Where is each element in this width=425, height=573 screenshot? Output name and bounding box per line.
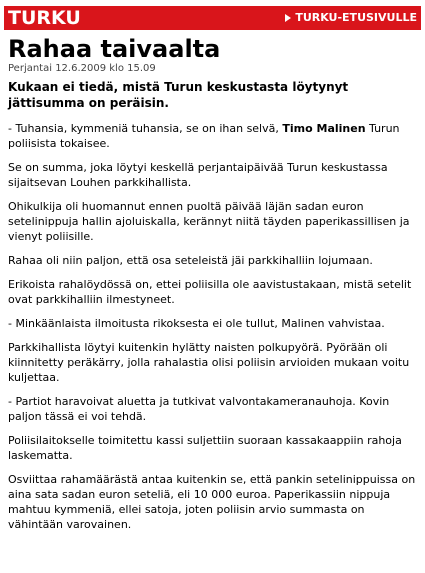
article-paragraph-5: Erikoista rahalöydössä on, ettei poliisilla ole aavistustakaan, mistä setelit ovat parkkihalliin ilmestyneet. <box>8 278 412 306</box>
front-page-link[interactable] <box>285 11 417 25</box>
quote-text-start: - Tuhansia, kymmeniä tuhansia, se on ihan selvä, <box>8 122 283 135</box>
person-name: Timo Malinen <box>282 122 366 135</box>
article-paragraph-8: - Partiot haravoivat aluetta ja tutkivat valvontakameranauhoja. Kovin paljon tässä ei voi tehdä. <box>8 395 390 423</box>
article-paragraph-9: Poliisilaitokselle toimitettu kassi suljettiin suoraan kassakaappiin rahoja laskematta. <box>8 434 402 462</box>
site-logo[interactable]: TURKU <box>8 7 81 29</box>
article-paragraph-10: Osviittaa rahamäärästä antaa kuitenkin se, että pankin setelinippuissa on aina sata sadan euron seteliä, eli 10 000 euroa. Paperikassiin nippuja mahtuu kymmeniä, ellei satoja, joten poliisin arvio summasta on vähintään varovainen. <box>8 473 416 531</box>
article-paragraph-6: - Minkäänlaista ilmoitusta rikoksesta ei ole tullut, Malinen vahvistaa. <box>8 317 385 330</box>
article-paragraph-7: Parkkihallista löytyi kuitenkin hylätty naisten polkupyörä. Pyörään oli kiinnitetty peräkärry, jolla rahalastia olisi poliisin arvioiden mukaan voitu kuljettaa. <box>8 341 410 384</box>
article <box>0 30 425 532</box>
article-dateline: Perjantai 12.6.2009 klo 15.09 <box>8 63 156 74</box>
front-page-link-label[interactable]: TURKU-ETUSIVULLE <box>295 11 417 24</box>
article-title: Rahaa taivaalta <box>8 35 221 63</box>
article-paragraph-2: Se on summa, joka löytyi keskellä perjantaipäivää Turun keskustassa sijaitsevan Louhen parkkihallista. <box>8 161 388 189</box>
article-paragraph-4: Rahaa oli niin paljon, että osa seteleistä jäi parkkihalliin lojumaan. <box>8 254 373 267</box>
arrow-right-icon <box>285 14 291 22</box>
site-header <box>4 6 421 30</box>
article-lead: Kukaan ei tiedä, mistä Turun keskustasta löytynyt jättisumma on peräisin. <box>8 80 349 110</box>
quote-text-end: Turun poliisista tokaisee. <box>8 122 400 150</box>
article-paragraph-3: Ohikulkija oli huomannut ennen puoltä päivää läjän sadan euron setelinippuja hallin ajoluiskalla, kerännyt niitä täyden paperikassillisen ja vienyt poliisille. <box>8 200 410 243</box>
article-paragraph-1 <box>8 121 417 151</box>
